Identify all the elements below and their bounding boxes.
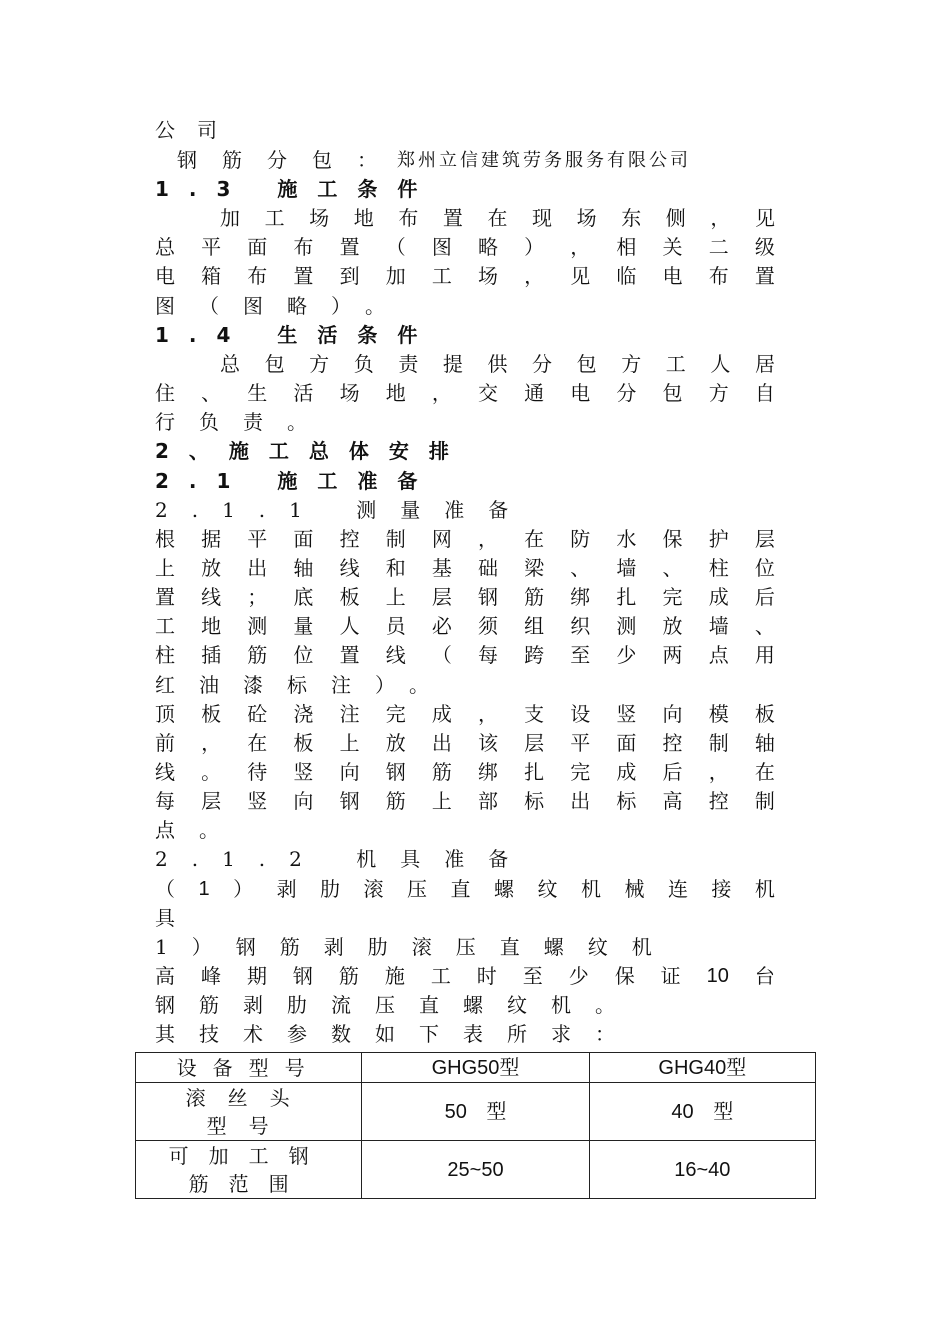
glyph: 面 [616,731,637,755]
glyph: 钢 [292,964,313,988]
glyph: 筋 [431,760,452,784]
glyph: 地 [353,206,374,230]
row-label [136,1141,362,1199]
cell-value [589,1141,815,1199]
glyph: 保 [614,964,635,988]
glyph: ） [233,877,254,901]
text-line [155,583,775,612]
glyph: 完 [570,760,591,784]
glyph: 图 [431,235,452,259]
glyph: 置 [293,264,314,288]
cell-value [362,1141,589,1199]
glyph: 扎 [616,585,637,609]
glyph: 量 [293,614,314,638]
glyph: 标 [524,789,545,813]
glyph: 电 [662,264,683,288]
glyph: 轴 [293,556,314,580]
glyph: 后 [662,760,683,784]
glyph: 控 [708,789,729,813]
glyph: 包 [576,352,597,376]
text-line [155,991,775,1020]
glyph: 1 [198,878,210,900]
glyph: 织 [570,614,591,638]
glyph: 螺 [494,877,514,901]
glyph: 电 [570,381,591,405]
text-line [155,729,775,758]
line-text: 2.1.2 机具准备 [155,847,533,871]
glyph: 置 [339,643,360,667]
glyph: 方 [621,352,642,376]
glyph: 期 [246,964,267,988]
line-text: 1）钢筋剥肋滚压直螺纹机 [155,935,676,959]
glyph: 级 [754,235,775,259]
glyph: 墙 [708,614,729,638]
text-line [155,671,775,700]
glyph: 据 [201,527,222,551]
glyph: 制 [708,731,729,755]
text-line-company [155,116,775,145]
glyph: 自 [754,381,775,405]
glyph: 上 [431,789,452,813]
cell-value [362,1083,589,1141]
table-row [136,1083,816,1141]
cell-text: 25~50 [447,1158,504,1181]
line-text: 其技术参数如下表所求： [155,1022,639,1046]
row-label [136,1053,362,1083]
glyph: 制 [385,527,406,551]
glyph: 设 [570,702,591,726]
glyph: 置 [339,235,360,259]
cell-text: 可加工钢筋范围 [168,1143,329,1196]
glyph: 成 [616,760,637,784]
glyph: 布 [398,206,419,230]
glyph: 人 [339,614,360,638]
glyph: 出 [570,789,591,813]
glyph: 工 [430,964,451,988]
glyph: 员 [385,614,406,638]
glyph: 控 [339,527,360,551]
glyph: 场 [576,206,597,230]
glyph: 方 [708,381,729,405]
text-line [155,612,775,641]
table-row [136,1141,816,1199]
glyph: 见 [570,264,591,288]
glyph: 上 [385,585,406,609]
cell-text: 50 型 [444,1100,507,1123]
text-line [155,175,775,204]
subcontract-value: 郑州立信建筑劳务服务有限公司 [397,150,691,171]
glyph: 在 [247,731,268,755]
glyph: 前 [155,731,175,755]
glyph: 该 [477,731,498,755]
glyph: 基 [431,556,452,580]
glyph: 纹 [537,877,558,901]
glyph: 、 [754,614,775,638]
glyph: 每 [477,643,498,667]
glyph: 机 [754,877,775,901]
row-label [136,1083,362,1141]
glyph: 出 [431,731,452,755]
glyph: 测 [616,614,637,638]
glyph: 通 [524,381,545,405]
text-line [155,758,775,787]
glyph: 每 [155,789,175,813]
glyph: 至 [570,643,591,667]
text-line [220,204,775,233]
glyph: 在 [524,527,545,551]
glyph: 峰 [200,964,221,988]
table-row [136,1053,816,1083]
glyph: 剥 [276,877,297,901]
glyph: 布 [293,235,314,259]
glyph: ； [247,585,268,609]
glyph: 层 [524,731,545,755]
cell-text: GHG50型 [431,1056,520,1079]
glyph: ， [524,264,545,288]
glyph: 制 [754,789,775,813]
glyph: 线 [155,760,175,784]
glyph: 居 [754,352,775,376]
glyph: 证 [660,964,681,988]
line-text: 图（图略）。 [155,294,409,318]
text-line [155,525,775,554]
line-text: 2.1.1 测量准备 [155,498,533,522]
text-line [155,496,775,525]
glyph: 略 [477,235,498,259]
glyph: 用 [754,643,775,667]
glyph: 责 [398,352,419,376]
glyph: 连 [667,877,688,901]
text-line [220,350,775,379]
glyph: 绑 [570,585,591,609]
glyph: 负 [353,352,374,376]
glyph: 向 [339,760,360,784]
glyph: 高 [155,964,175,988]
glyph: 组 [524,614,545,638]
glyph: 筋 [524,585,545,609]
glyph: 压 [407,877,428,901]
glyph: 和 [385,556,406,580]
glyph: 须 [477,614,498,638]
glyph: 放 [201,556,222,580]
glyph: 跨 [524,643,545,667]
glyph: 施 [384,964,405,988]
glyph: 上 [339,731,360,755]
text-line [155,787,775,816]
glyph: 械 [624,877,645,901]
glyph: 临 [616,264,637,288]
glyph: 线 [201,585,222,609]
glyph: 位 [754,556,775,580]
glyph: 场 [309,206,330,230]
glyph: 筋 [385,789,406,813]
text-line [155,292,775,321]
glyph: 场 [477,264,498,288]
glyph: 人 [710,352,731,376]
glyph: 10 [706,965,729,987]
glyph: 时 [476,964,497,988]
glyph: 总 [220,352,240,376]
glyph: 护 [708,527,729,551]
glyph: 分 [532,352,553,376]
cell-text: 滚丝头型号 [185,1085,312,1138]
glyph: 供 [487,352,508,376]
glyph: 工 [665,352,686,376]
glyph: ， [201,731,222,755]
line-text: 点。 [155,818,243,842]
glyph: 平 [570,731,591,755]
glyph: 点 [708,643,729,667]
glyph: 网 [431,527,452,551]
glyph: 平 [247,527,268,551]
glyph: 完 [662,585,683,609]
glyph: 在 [754,760,775,784]
subcontract-label: 钢筋分包： [177,148,402,172]
glyph: 。 [201,760,222,784]
glyph: 肋 [320,877,341,901]
glyph: 高 [662,789,683,813]
glyph: 完 [385,702,406,726]
glyph: 布 [708,264,729,288]
glyph: 柱 [708,556,729,580]
glyph: 顶 [155,702,175,726]
glyph: 钢 [385,760,406,784]
glyph: 二 [708,235,729,259]
glyph: 础 [477,556,498,580]
glyph: 工 [155,614,175,638]
glyph: 加 [385,264,406,288]
line-text: 公司 [155,118,239,142]
glyph: 相 [616,235,637,259]
glyph: 滚 [363,877,384,901]
glyph: 浇 [293,702,314,726]
glyph: 包 [662,381,683,405]
text-line [155,700,775,729]
line-text: 1.3 施工条件 [155,177,438,201]
glyph: 扎 [524,760,545,784]
glyph: （ [155,877,175,901]
glyph: 放 [662,614,683,638]
cell-text: GHG40型 [658,1056,747,1079]
glyph: 线 [385,643,406,667]
glyph: 竖 [247,789,268,813]
glyph: 向 [662,702,683,726]
text-line [155,554,775,583]
glyph: ， [710,206,731,230]
text-line [155,467,775,496]
text-line [155,408,775,437]
glyph: 注 [339,702,360,726]
glyph: 交 [477,381,498,405]
glyph: 向 [293,789,314,813]
glyph: 轴 [754,731,775,755]
glyph: 板 [339,585,360,609]
glyph: 台 [754,964,775,988]
glyph: 钢 [477,585,498,609]
glyph: 层 [754,527,775,551]
glyph: 至 [522,964,543,988]
glyph: 侧 [665,206,686,230]
glyph: 后 [754,585,775,609]
cell-value [589,1083,815,1141]
glyph: 标 [616,789,637,813]
glyph: 板 [201,702,222,726]
glyph: 置 [754,264,775,288]
text-line [155,962,775,991]
cell-value [362,1053,589,1083]
glyph: ， [570,235,591,259]
glyph: 方 [309,352,330,376]
glyph: 住 [155,381,175,405]
glyph: 模 [708,702,729,726]
text-line [155,904,775,933]
line-text: 1.4 生活条件 [155,323,438,347]
glyph: 机 [580,877,601,901]
glyph: 地 [385,381,406,405]
glyph: 分 [616,381,637,405]
glyph: 保 [662,527,683,551]
glyph: 出 [247,556,268,580]
line-text: 2、施工总体安排 [155,439,469,463]
glyph: 墙 [616,556,637,580]
glyph: 待 [247,760,268,784]
cell-value [589,1053,815,1083]
glyph: 砼 [247,702,268,726]
glyph: 、 [201,381,222,405]
glyph: 电 [155,264,175,288]
glyph: 见 [754,206,775,230]
glyph: 包 [264,352,285,376]
glyph: 面 [293,527,314,551]
glyph: 生 [247,381,268,405]
glyph: 成 [708,585,729,609]
glyph: （ [385,235,406,259]
glyph: 少 [568,964,589,988]
glyph: ， [431,381,452,405]
text-line [155,845,775,874]
glyph: 绑 [477,760,498,784]
glyph: 控 [662,731,683,755]
line-text: 2.1 施工准备 [155,469,438,493]
cell-text: 设备型号 [176,1055,321,1080]
glyph: ） [524,235,545,259]
glyph: 竖 [616,702,637,726]
glyph: 总 [155,235,175,259]
glyph: 底 [293,585,314,609]
glyph: 现 [532,206,553,230]
text-line [155,262,775,291]
text-line [155,233,775,262]
glyph: 放 [385,731,406,755]
glyph: 筋 [247,643,268,667]
glyph: 工 [431,264,452,288]
glyph: 置 [155,585,175,609]
glyph: 在 [487,206,508,230]
glyph: 层 [201,789,222,813]
glyph: ， [708,760,729,784]
glyph: 柱 [155,643,175,667]
line-text: 红油漆标注）。 [155,673,453,697]
line-text: 行负责。 [155,410,331,434]
text-line [155,641,775,670]
glyph: 面 [247,235,268,259]
glyph: 防 [570,527,591,551]
glyph: 加 [220,206,240,230]
line-text: 具 [155,906,199,930]
glyph: ， [477,702,498,726]
glyph: 上 [155,556,175,580]
glyph: 筋 [338,964,359,988]
glyph: ， [477,527,498,551]
glyph: （ [431,643,452,667]
line-text: 钢筋剥肋流压直螺纹机。 [155,993,639,1017]
glyph: 东 [621,206,642,230]
text-line [155,816,775,845]
glyph: 钢 [339,789,360,813]
text-line [155,437,775,466]
glyph: 支 [524,702,545,726]
glyph: 插 [201,643,222,667]
glyph: 箱 [201,264,222,288]
glyph: 布 [247,264,268,288]
glyph: 层 [431,585,452,609]
glyph: 平 [201,235,222,259]
spec-table [135,1052,816,1199]
glyph: 接 [711,877,732,901]
glyph: 竖 [293,760,314,784]
text-line [155,875,775,904]
subcontract-line [177,146,707,175]
glyph: 、 [662,556,683,580]
glyph: 根 [155,527,175,551]
glyph: 活 [293,381,314,405]
glyph: 两 [662,643,683,667]
glyph: 必 [431,614,452,638]
glyph: 少 [616,643,637,667]
glyph: 梁 [524,556,545,580]
glyph: 、 [570,556,591,580]
text-line [155,933,775,962]
glyph: 直 [450,877,471,901]
glyph: 板 [293,731,314,755]
glyph: 测 [247,614,268,638]
text-line [155,1020,775,1049]
text-line [155,379,775,408]
glyph: 位 [293,643,314,667]
cell-text: 40 型 [671,1100,734,1123]
glyph: 线 [339,556,360,580]
glyph: 场 [339,381,360,405]
glyph: 水 [616,527,637,551]
glyph: 部 [477,789,498,813]
glyph: 工 [264,206,285,230]
glyph: 关 [662,235,683,259]
glyph: 地 [201,614,222,638]
text-line [155,321,775,350]
glyph: 置 [442,206,463,230]
glyph: 提 [442,352,463,376]
glyph: 板 [754,702,775,726]
cell-text: 16~40 [674,1158,731,1181]
glyph: 成 [431,702,452,726]
glyph: 到 [339,264,360,288]
